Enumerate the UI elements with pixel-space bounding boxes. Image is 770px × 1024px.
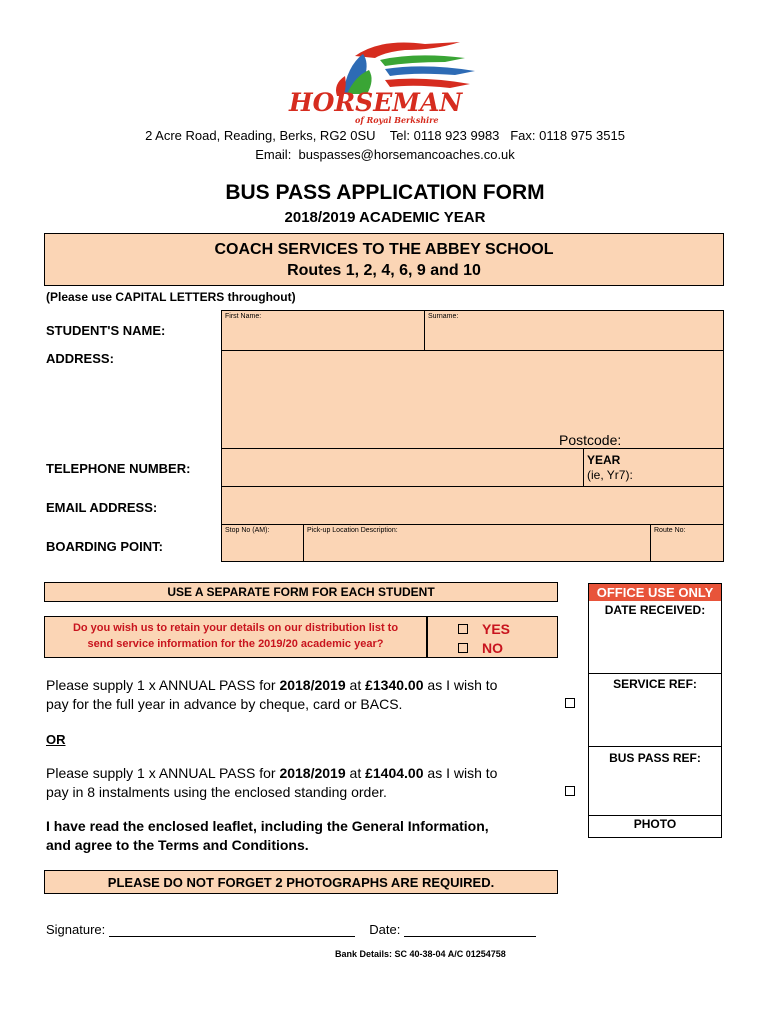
email-field[interactable] [222,487,723,525]
service-ref-cell[interactable] [589,674,721,747]
photo-reminder [44,870,558,894]
academic-year: 2018/2019 ACADEMIC YEAR [284,209,486,226]
no-label: NO [482,640,503,656]
terms-line-1: I have read the enclosed leaflet, including the General Information, [46,818,489,834]
option2-checkbox[interactable] [565,786,575,796]
surname-field[interactable] [425,311,723,351]
date-label: Date: [369,922,401,937]
stop-number-caption: Stop No (AM): [225,527,270,534]
retain-question-line-2: send service information for the 2019/20 academic year? [87,638,384,650]
student-name-label: STUDENT'S NAME: [46,323,166,338]
logo-wordmark: HORSEMAN [289,88,463,117]
retain-question-line-1: Do you wish us to retain your details on our distribution list to [72,622,399,634]
route-number-caption: Route No: [654,527,686,534]
bus-pass-ref-label: BUS PASS REF: [609,751,701,765]
option1-checkbox[interactable] [565,698,575,708]
boarding-point-label: BOARDING POINT: [46,539,163,554]
photo-cell [589,816,721,837]
address-label: ADDRESS: [46,351,114,366]
year-label: YEAR [587,453,621,467]
terms-agreement [46,817,489,855]
company-email: Email: buspasses@horsemancoaches.co.uk [255,147,515,162]
option-annual-instalments [46,764,566,802]
company-logo [285,36,490,128]
page-title: BUS PASS APPLICATION FORM [225,181,545,204]
separate-form-notice [44,582,558,602]
option1-line-1: Please supply 1 x ANNUAL PASS for 2018/2019 at £1340.00 as I wish to [46,677,498,693]
stop-number-field[interactable] [222,525,304,561]
separate-form-text: USE A SEPARATE FORM FOR EACH STUDENT [167,585,435,599]
no-option[interactable] [458,640,503,656]
bus-pass-ref-cell[interactable] [589,747,721,816]
yes-option[interactable] [458,621,510,637]
postcode-label: Postcode: [559,432,622,448]
form-grid [221,310,724,562]
retain-options [427,616,558,658]
telephone-label: TELEPHONE NUMBER: [46,461,191,476]
signature-label: Signature: [46,922,106,937]
year-hint: (ie, Yr7): [587,468,633,482]
logo-subtitle: of Royal Berkshire [355,115,439,125]
date-field[interactable] [404,922,536,937]
signature-row [46,922,536,937]
service-line-2: Routes 1, 2, 4, 6, 9 and 10 [287,262,481,279]
pickup-location-field[interactable] [304,525,651,561]
option1-line-2: pay for the full year in advance by cheque, card or BACS. [46,696,403,712]
first-name-field[interactable] [222,311,425,351]
pickup-location-caption: Pick-up Location Description: [307,527,398,534]
capital-letters-instruction: (Please use CAPITAL LETTERS throughout) [46,290,296,304]
terms-line-2: and agree to the Terms and Conditions. [46,837,309,853]
yes-checkbox[interactable] [458,624,468,634]
first-name-caption: First Name: [225,313,262,320]
address-field[interactable] [222,351,723,449]
signature-field[interactable] [109,922,355,937]
route-number-field[interactable] [651,525,723,561]
service-ref-label: SERVICE REF: [613,677,697,691]
yes-label: YES [482,621,511,637]
bank-details: Bank Details: SC 40-38-04 A/C 01254758 [335,949,506,959]
option2-line-2: pay in 8 instalments using the enclosed standing order. [46,784,387,800]
date-received-cell[interactable] [589,601,721,674]
company-address: 2 Acre Road, Reading, Berks, RG2 0SU Tel: 0118 923 9983 Fax: 0118 975 3515 [145,128,625,143]
year-field[interactable] [584,449,723,487]
date-received-label: DATE RECEIVED: [604,603,706,617]
telephone-field[interactable] [222,449,584,487]
email-label: EMAIL ADDRESS: [46,500,158,515]
or-label: OR [46,732,66,747]
no-checkbox[interactable] [458,643,468,653]
photo-label: PHOTO [633,817,677,831]
retain-details-question [44,616,427,658]
office-use-panel [588,583,722,838]
service-banner [44,233,724,286]
option-annual-upfront [46,676,566,714]
surname-caption: Surname: [428,313,459,320]
photo-reminder-text: PLEASE DO NOT FORGET 2 PHOTOGRAPHS ARE REQUIRED. [107,875,495,890]
office-use-title: OFFICE USE ONLY [589,584,721,601]
option2-line-1: Please supply 1 x ANNUAL PASS for 2018/2019 at £1404.00 as I wish to [46,765,498,781]
service-line-1: COACH SERVICES TO THE ABBEY SCHOOL [214,241,554,258]
